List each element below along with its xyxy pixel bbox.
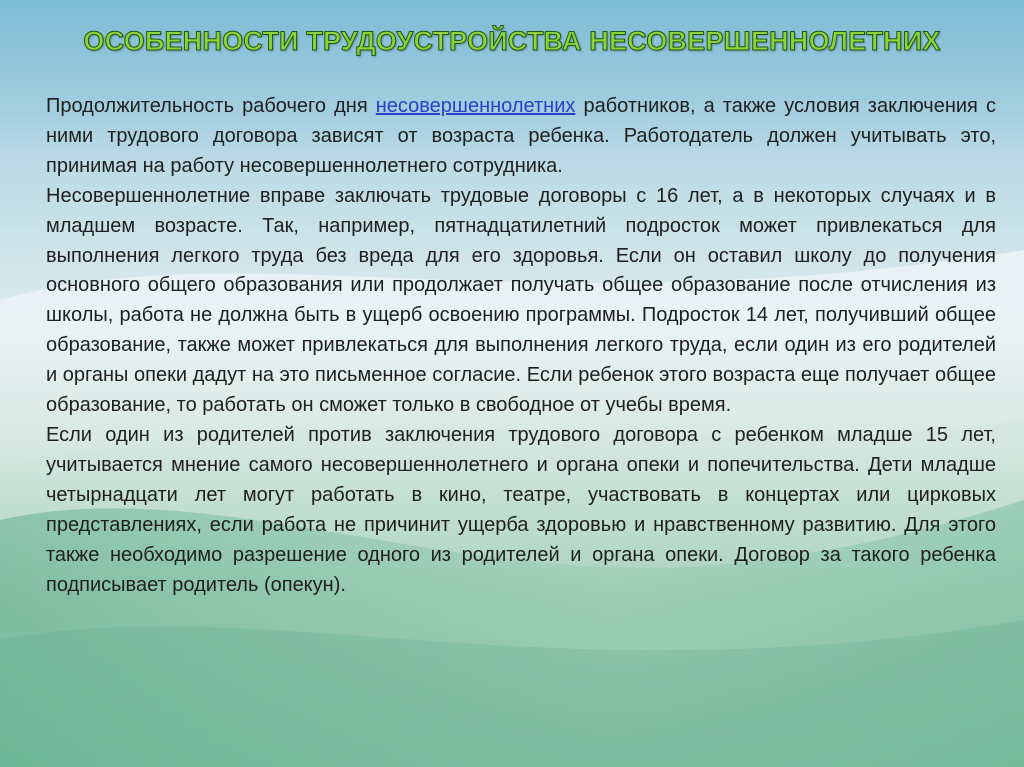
slide-body [46,92,996,600]
paragraph-3: Если один из родителей против заключения трудового договора с ребенком младше 15 лет, учитывается мнение самого несовершеннолетнего и органа опеки и попечительства. Дети младше четырнадцати лет могут работать в кино, театре, участвовать в концертах или цирковых представлениях, если работа не причинит ущерба здоровью и нравственному развитию. Для этого также необходимо разрешение одного из родителей и органа опеки. Договор за такого ребенка подписывает родитель (опекун). [46,423,996,596]
paragraph-1 [46,92,996,182]
minors-link[interactable]: несовершеннолетних [375,95,576,117]
paragraph-1-start: Продолжительность рабочего дня [46,95,376,117]
paragraph-1-end: работников, а также условия заключения с ними трудового договора зависят от возраста ребенка. Работодатель должен учитывать это, принимая на работу несовершеннолетнего сотрудника. [46,95,996,177]
paragraph-2: Несовершеннолетние вправе заключать трудовые договоры с 16 лет, а в некоторых случаях и в младшем возрасте. Так, например, пятнадцатилетний подросток может привлекаться для выполнения легкого труда без вреда для его здоровья. Если он оставил школу до получения основного общего образования или продолжает получать общее образование после отчисления из школы, работа не должна быть в ущерб освоению программы. Подросток 14 лет, получивший общее образование, также может привлекаться для выполнения легкого труда, если один из его родителей и органы опеки дадут на это письменное согласие. Если ребенок этого возраста еще получает общее образование, то работать он сможет только в свободное от учебы время. [46,184,996,417]
slide-title: ОСОБЕННОСТИ ТРУДОУСТРОЙСТВА НЕСОВЕРШЕННОЛЕТНИХ [83,26,941,56]
